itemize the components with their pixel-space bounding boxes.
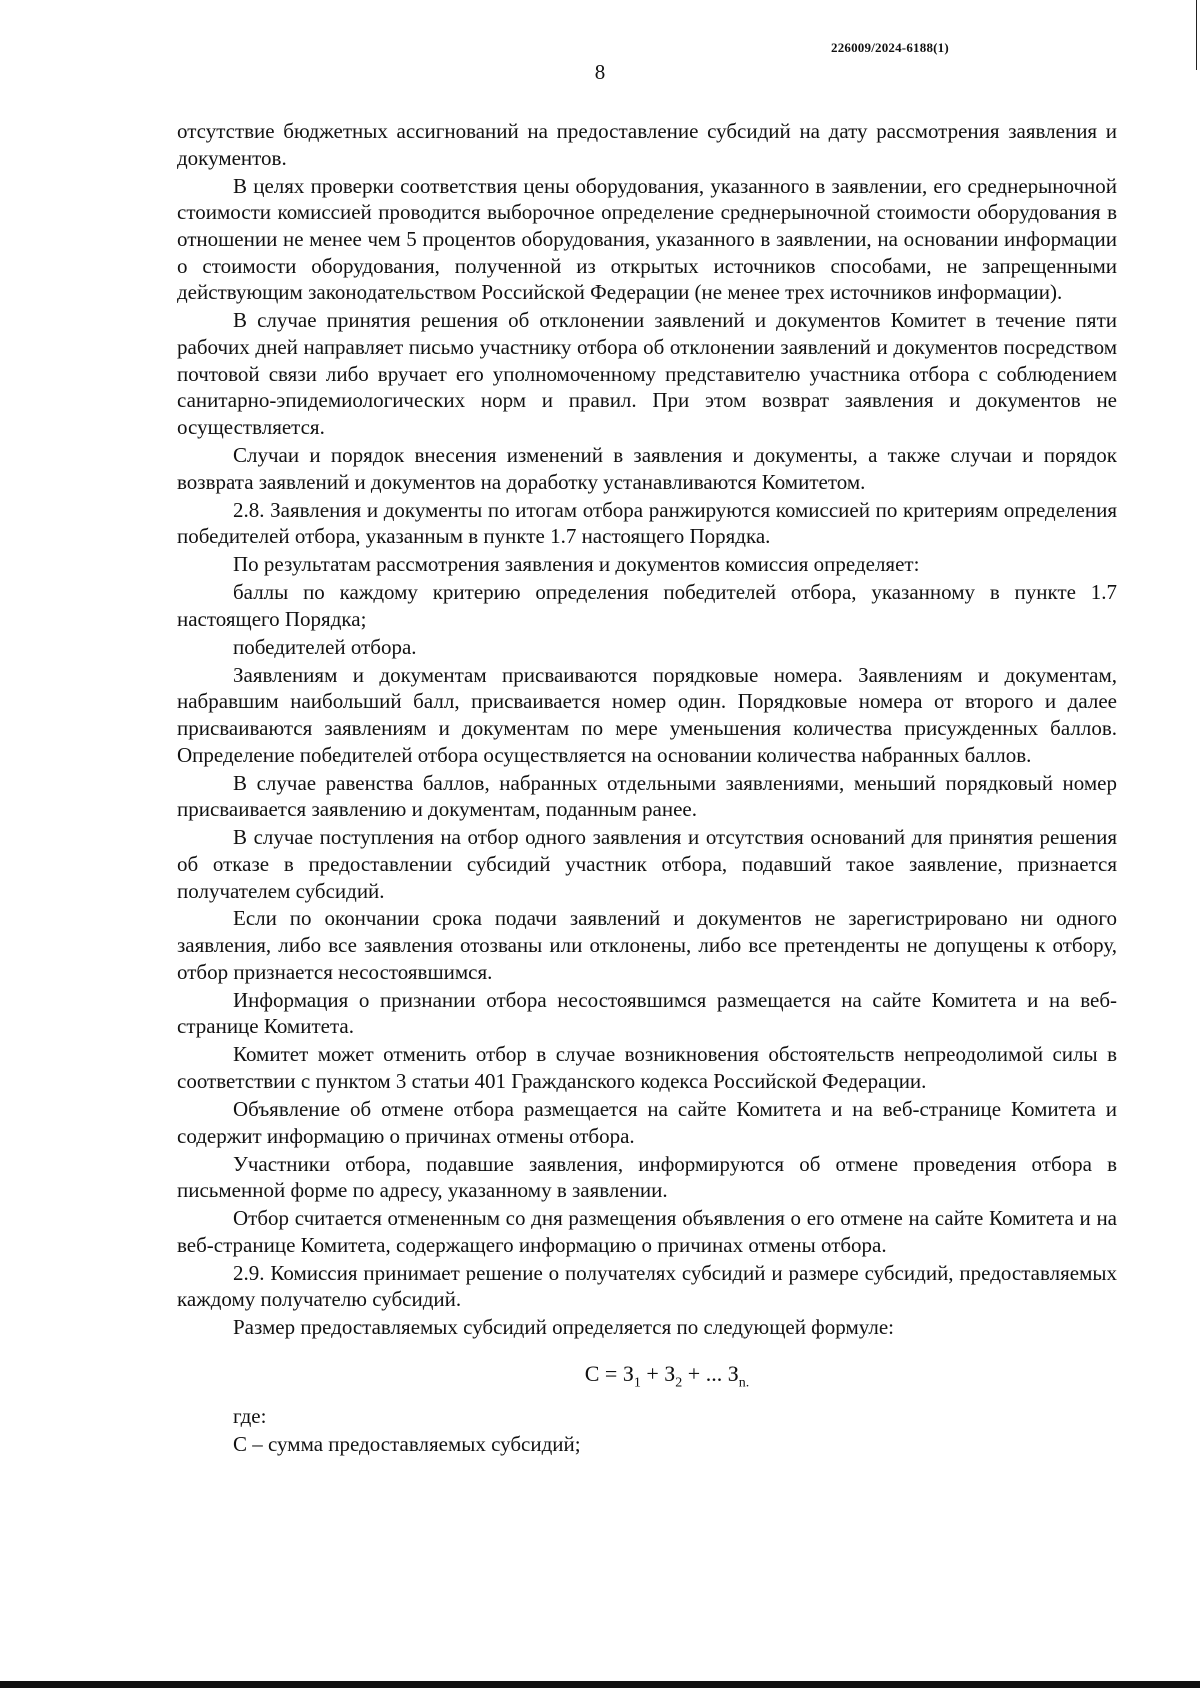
paragraph: В целях проверки соответствия цены оборудования, указанного в заявлении, его среднерыночной стоимости комиссией проводится выборочное определение среднерыночной стоимости оборудования в отношении не менее чем 5 процентов оборудования, указанного в заявлении, на основании информации о стоимости оборудования, полученной из открытых источников способами, не запрещенными действующим законодательством Российской Федерации (не менее трех источников информации). (177, 173, 1117, 305)
formula-term: + З (640, 1361, 676, 1387)
document-body (177, 118, 1117, 1459)
paragraph: Объявление об отмене отбора размещается на сайте Комитета и на веб-странице Комитета и содержит информацию о причинах отмены отбора. (177, 1096, 1117, 1148)
formula-subscript: n. (738, 1375, 750, 1391)
formula-term: + ... З (682, 1361, 739, 1387)
paragraph: Заявлениям и документам присваиваются порядковые номера. Заявлениям и документам, набравшим наибольший балл, присваивается номер один. Порядковые номера от второго и далее присваиваются заявлениям и документам по мере уменьшения количества присужденных баллов. Определение победителей отбора осуществляется на основании количества набранных баллов. (177, 662, 1117, 767)
paragraph: Участники отбора, подавшие заявления, информируются об отмене проведения отбора в письменной форме по адресу, указанному в заявлении. (177, 1151, 1117, 1203)
paragraph: Случаи и порядок внесения изменений в заявления и документы, а также случаи и порядок возврата заявлений и документов на доработку устанавливаются Комитетом. (177, 443, 1117, 494)
subsidy-formula (177, 1361, 1117, 1397)
paragraph: С – сумма предоставляемых субсидий; (233, 1432, 581, 1456)
paragraph: 2.9. Комиссия принимает решение о получателях субсидий и размере субсидий, предоставляемых каждому получателю субсидий. (177, 1260, 1117, 1312)
paragraph: 2.8. Заявления и документы по итогам отбора ранжируются комиссией по критериям определения победителей отбора, указанным в пункте 1.7 настоящего Порядка. (177, 497, 1117, 549)
paragraph: В случае равенства баллов, набранных отдельными заявлениями, меньший порядковый номер присваивается заявлению и документам, поданным ранее. (177, 770, 1117, 822)
paragraph: По результатам рассмотрения заявления и документов комиссия определяет: (233, 552, 920, 577)
paragraph: Комитет может отменить отбор в случае возникновения обстоятельств непреодолимой силы в соответствии с пунктом 3 статьи 401 Гражданского кодекса Российской Федерации. (177, 1042, 1117, 1094)
paragraph: отсутствие бюджетных ассигнований на предоставление субсидий на дату рассмотрения заявления и документов. (177, 119, 1117, 170)
page-number: 8 (594, 60, 606, 84)
paragraph: В случае принятия решения об отклонении заявлений и документов Комитет в течение пяти рабочих дней направляет письмо участнику отбора об отклонении заявлений и документов посредством почтовой связи либо вручает его уполномоченному представителю участника отбора с соблюдением санитарно-эпидемиологических норм и правил. При этом возврат заявления и документов не осуществляется. (177, 308, 1117, 440)
paragraph: где: (233, 1404, 267, 1429)
paragraph: Размер предоставляемых субсидий определяется по следующей формуле: (233, 1315, 894, 1340)
scan-bottom-edge (0, 1681, 1200, 1688)
paragraph: Отбор считается отмененным со дня размещения объявления о его отмене на сайте Комитета и на веб-странице Комитета, содержащего информацию о причинах отмены отбора. (177, 1206, 1117, 1257)
paragraph: В случае поступления на отбор одного заявления и отсутствия оснований для принятия решения об отказе в предоставлении субсидий участник отбора, подавший такое заявление, признается получателем субсидий. (177, 825, 1117, 903)
formula-subscript: 2 (675, 1375, 683, 1391)
paragraph: Информация о признании отбора несостоявшимся размещается на сайте Комитета и на веб-странице Комитета. (177, 987, 1117, 1039)
paragraph: баллы по каждому критерию определения победителей отбора, указанному в пункте 1.7 настоящего Порядка; (177, 580, 1117, 631)
paragraph: победителей отбора. (233, 634, 417, 659)
formula-lhs: С = З (584, 1361, 634, 1387)
document-registration-number: 226009/2024-6188(1) (831, 40, 949, 55)
paragraph: Если по окончании срока подачи заявлений и документов не зарегистрировано ни одного заявления, либо все заявления отозваны или отклонены, либо все претенденты не допущены к отбору, отбор признается несостоявшимся. (177, 906, 1117, 984)
formula-subscript: 1 (633, 1375, 641, 1391)
